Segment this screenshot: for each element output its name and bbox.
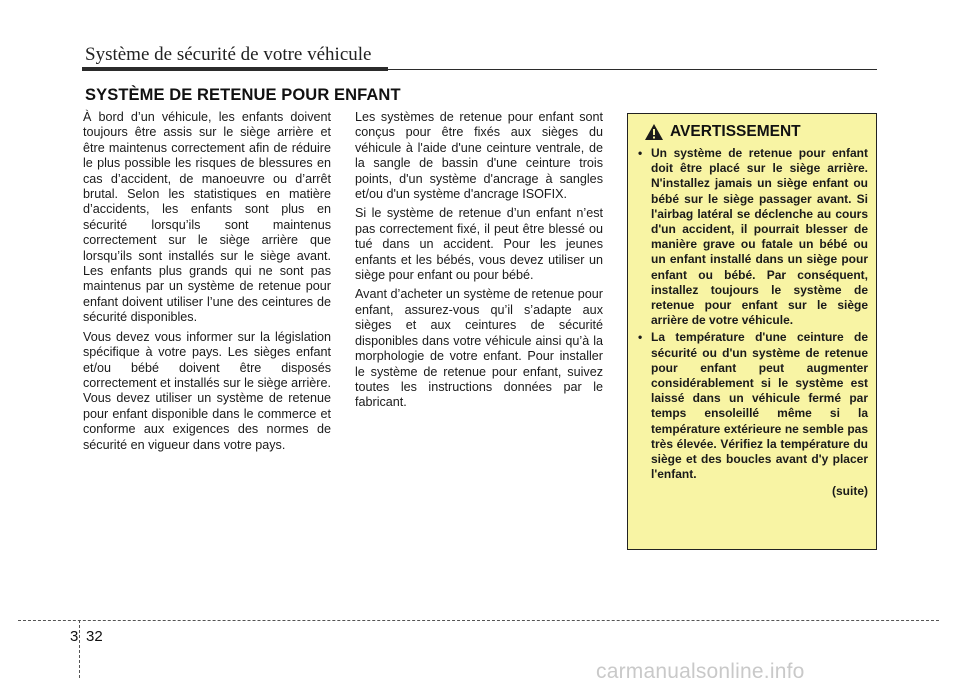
warning-triangle-icon <box>644 123 664 141</box>
warning-item <box>636 146 868 328</box>
continued-label: (suite) <box>832 484 868 499</box>
paragraph: Les systèmes de retenue pour enfant sont conçus pour être fixés aux sièges du véhicule à l'aide d'une ceinture ventrale, de la sangle de bassin d'une ceinture trois points, d'un système d'ancrage à sangles et/ou d'un système d'ancrage ISOFIX. <box>355 110 603 202</box>
text-column-1 <box>83 110 331 457</box>
paragraph: Si le système de retenue d’un enfant n’est pas correctement fixé, il peut être blessé ou tué dans un accident. Pour les jeunes enfants et les bébés, vous devez utiliser un siège pour enfant ou pour bébé. <box>355 206 603 283</box>
warning-item-text: Un système de retenue pour enfant doit être placé sur le siège arrière. N'installez jamais un siège enfant ou bébé sur le siège passager avant. Si l'airbag latéral se déclenche au cours d'un accident, il pourrait blesser de manière grave ou fatale un bébé ou un enfant installé dans un siège pour enfant ou bébé. Par conséquent, installez toujours le système de retenue pour enfant sur le siège arrière de votre véhicule. <box>651 146 868 328</box>
paragraph: Avant d’acheter un système de retenue pour enfant, assurez-vous qu’il s’adapte aux sièges et aux ceintures de sécurité disponibles dans votre véhicule ainsi qu’à la morphologie de votre enfant. Pour installer le système de retenue pour enfant, suivez toutes les instructions données par le fabricant. <box>355 287 603 410</box>
bullet: • <box>638 330 643 345</box>
warning-item-text: La température d'une ceinture de sécurité ou d'un système de retenue pour enfant peut augmenter considérablement si le système est laissé dans un véhicule fermé par temps ensoleillé même si la température extérieure ne semble pas très élevée. Vérifiez la température du siège et des boucles avant d'y placer l'enfant. <box>651 330 868 482</box>
paragraph: Vous devez vous informer sur la législation spécifique à votre pays. Les sièges enfant et/ou bébé doivent être disposés correctement et installés sur le siège arrière. Vous devez utiliser un système de retenue pour enfant disponible dans le commerce et conforme aux exigences des normes de sécurité en vigueur dans votre pays. <box>83 329 331 452</box>
warning-list <box>636 146 868 482</box>
section-title: SYSTÈME DE RETENUE POUR ENFANT <box>85 86 401 104</box>
warning-header <box>636 123 868 141</box>
paragraph: À bord d’un véhicule, les enfants doivent toujours être assis sur le siège arrière et être maintenus correctement afin de réduire le plus possible les risques de blessures en cas d’accident, de manoeuvre ou d’arrêt brutal. Selon les statistiques en matière d’accidents, les enfants sont plus en sécurité lorsqu’ils sont maintenus correctement sur le siège arrière que lorsqu’ils sont installés sur le siège avant. Les enfants plus grands qui ne sont pas maintenus par un système de retenue pour enfant doivent utiliser l’une des ceintures de sécurité disponibles. <box>83 110 331 325</box>
page-number: 32 <box>86 628 103 645</box>
warning-item <box>636 330 868 482</box>
footer-dashed-divider <box>79 620 80 678</box>
text-column-2 <box>355 110 603 415</box>
footer-dashed-rule <box>18 620 939 621</box>
header-rule-thin <box>388 69 877 70</box>
chapter-title: Système de sécurité de votre véhicule <box>85 44 372 65</box>
header-rule-thick <box>82 67 388 71</box>
bullet: • <box>638 146 643 160</box>
warning-title: AVERTISSEMENT <box>670 123 801 140</box>
chapter-number: 3 <box>70 628 79 645</box>
warning-box <box>627 113 877 550</box>
watermark: carmanualsonline.info <box>596 660 805 683</box>
